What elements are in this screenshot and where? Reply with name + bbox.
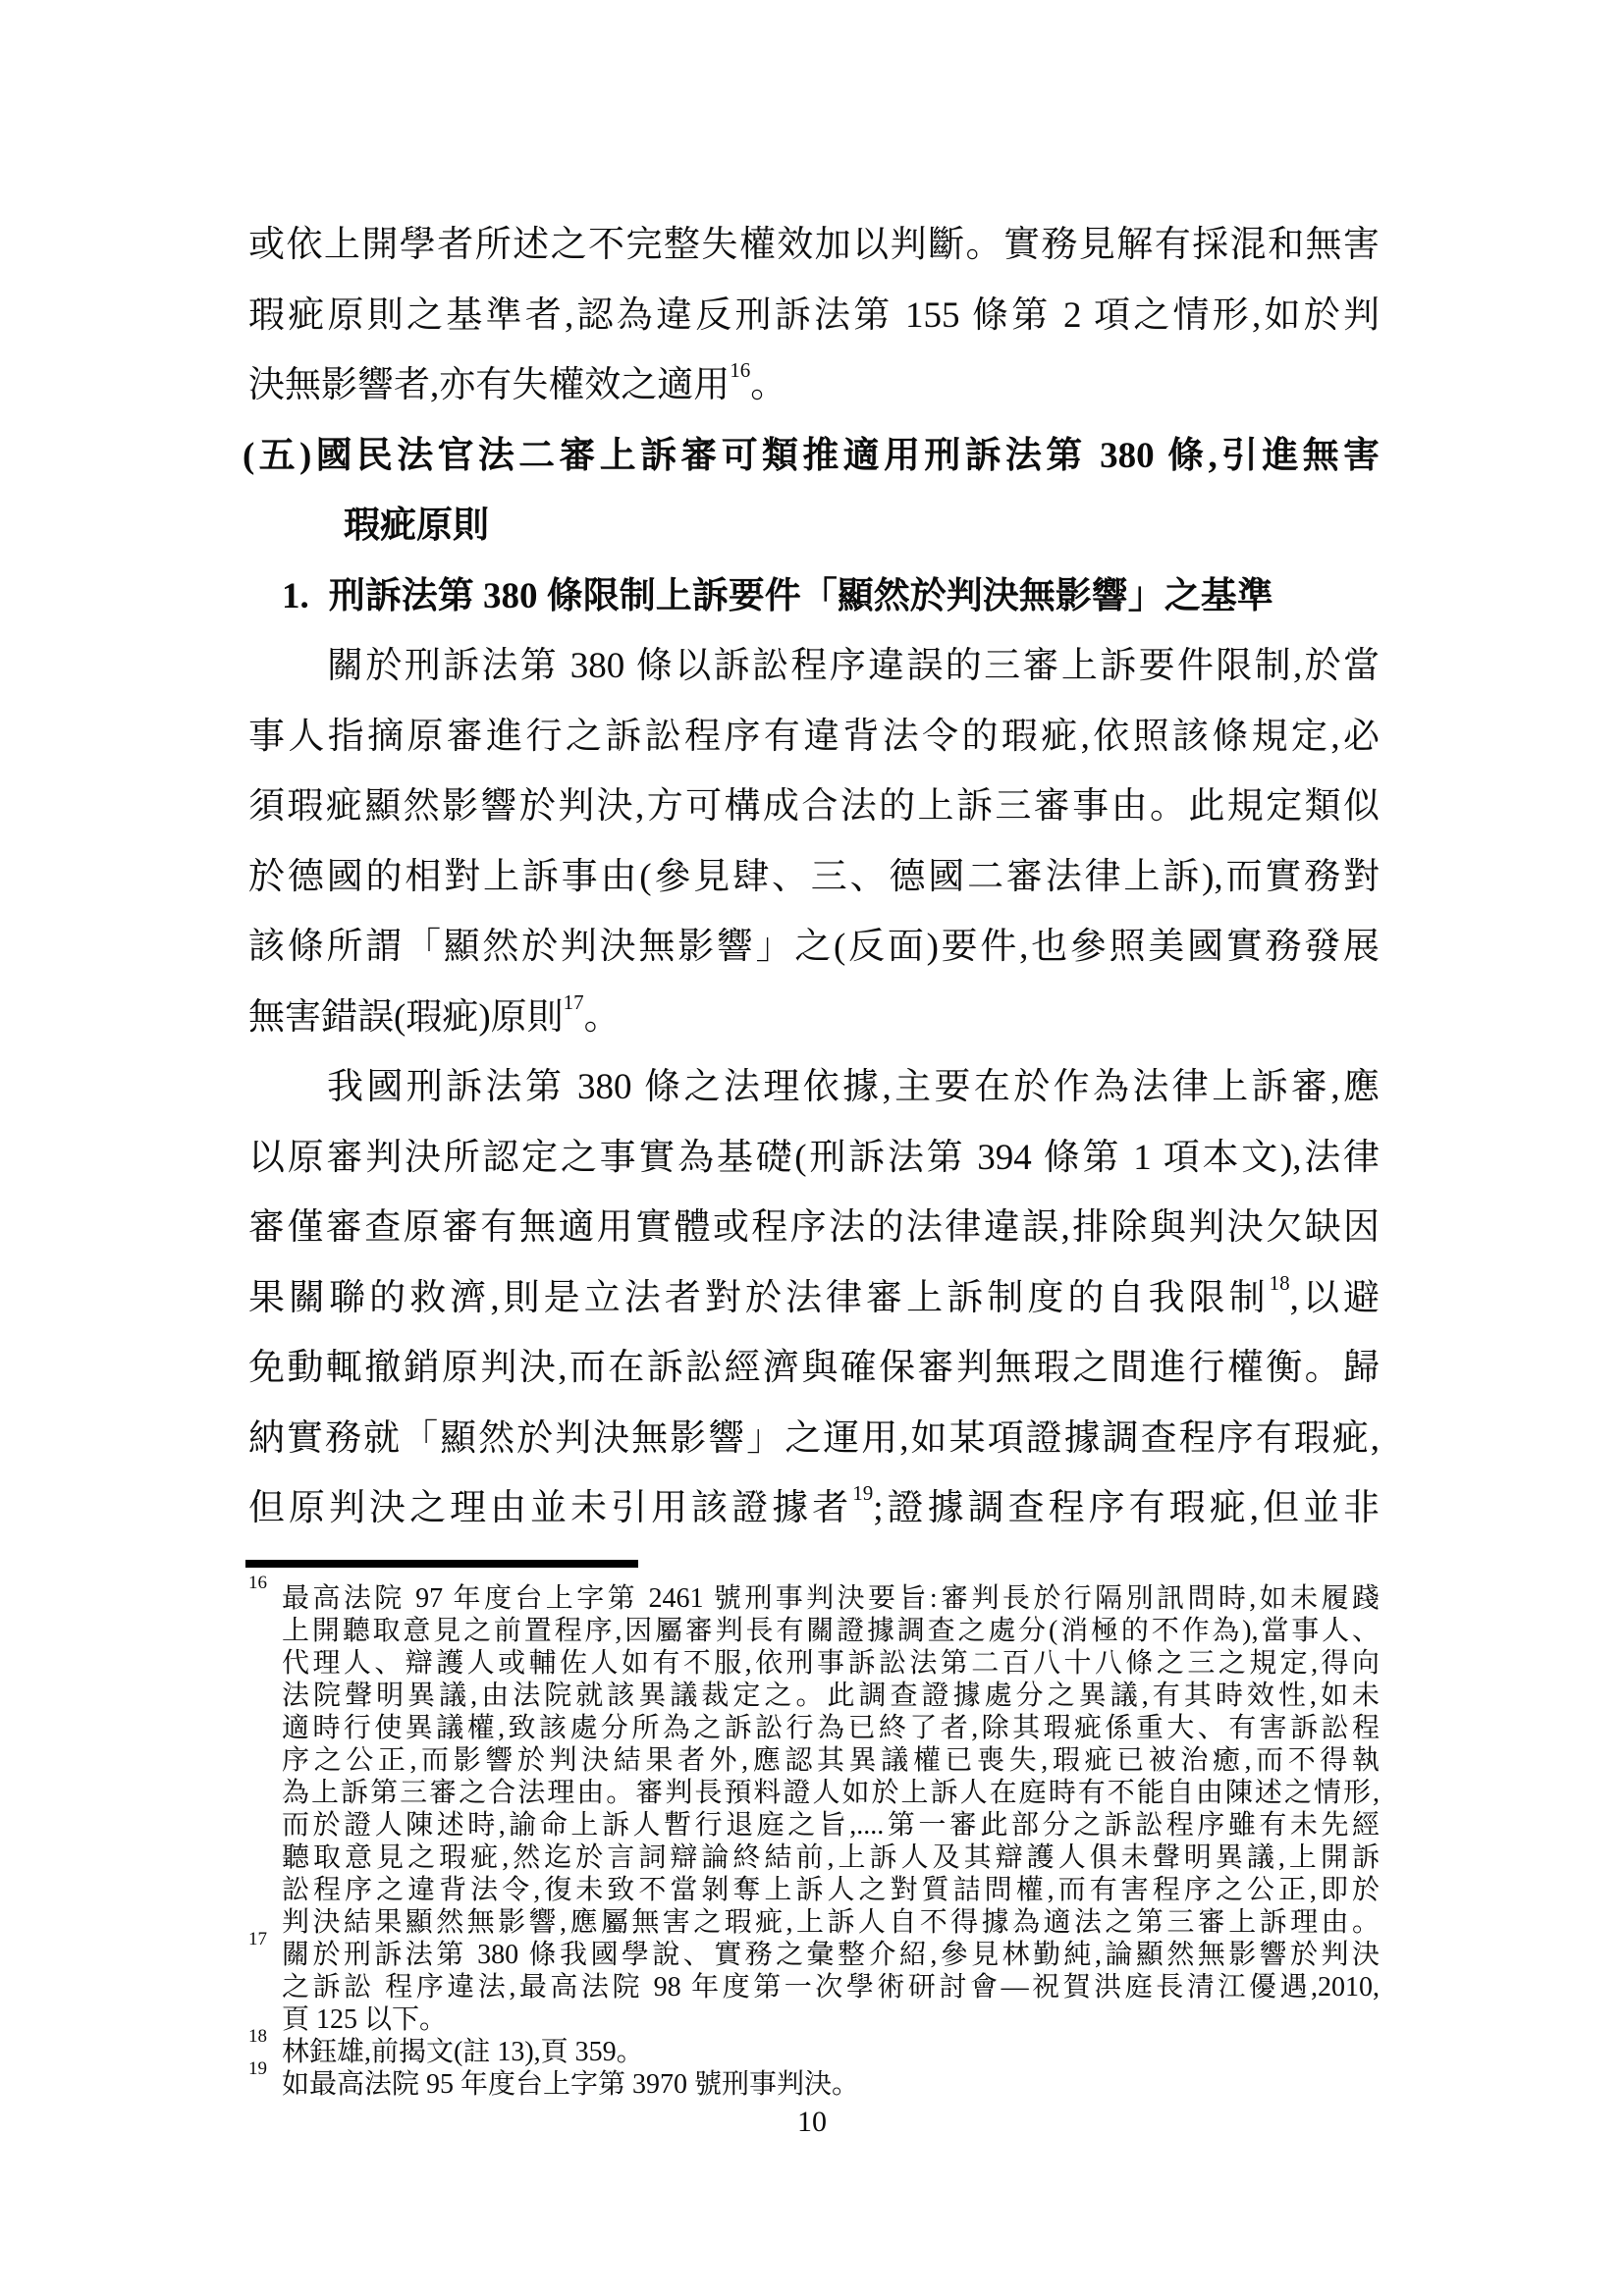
footnote-line (248, 1615, 1380, 1647)
paragraph-line (248, 281, 1380, 351)
line-text: 之訴訟 程序違法,最高法院 98 年度第一次學術研討會—祝賀洪庭長清江優遇,2010, (282, 1972, 1380, 2002)
line-text: 刑訴法第 380 條限制上訴要件「顯然於判決無影響」之基準 (328, 575, 1273, 616)
paragraph-line (248, 631, 1380, 702)
paragraph-line (248, 1193, 1380, 1263)
footnote-line (248, 1842, 1380, 1874)
page-number: 10 (797, 2106, 827, 2138)
line-text: 瑕疵原則 (344, 506, 489, 546)
line-text: 最高法院 97 年度台上字第 2461 號刑事判決要旨:審判長於行隔別訊問時,如未履踐 (282, 1583, 1380, 1614)
paragraph-line (248, 1052, 1380, 1123)
footnote-marker: 17 (248, 1929, 267, 1949)
line-text: 頁 125 以下。 (282, 2004, 448, 2035)
paragraph-line (248, 1263, 1380, 1334)
paragraph-line (248, 912, 1380, 983)
line-text: ;證據調查程序有瑕疵,但並非 (873, 1488, 1380, 1528)
paragraph-line (248, 210, 1380, 281)
footnote-line (248, 1929, 1380, 1971)
line-text: 審僅審查原審有無適用實體或程序法的法律違誤,排除與判決欠缺因 (248, 1207, 1380, 1248)
line-text: 序之公正,而影響於判決結果者外,應認其異議權已喪失,瑕疵已被治癒,而不得執 (282, 1745, 1380, 1776)
line-text: 關於刑訴法第 380 條以訴訟程序違誤的三審上訴要件限制,於當 (327, 646, 1380, 686)
footnote-marker: 18 (248, 2026, 267, 2047)
footnote-separator (245, 1560, 638, 1568)
line-text: 。 (583, 996, 621, 1038)
line-text: 果關聯的救濟,則是立法者對於法律審上訴制度的自我限制 (248, 1277, 1270, 1318)
line-text: 我國刑訴法第 380 條之法理依據,主要在於作為法律上訴審,應 (327, 1067, 1380, 1107)
footnote-ref: 18 (1269, 1270, 1290, 1295)
line-text: 以原審判決所認定之事實為基礎(刑訴法第 394 條第 1 項本文),法律 (248, 1137, 1380, 1178)
line-text: 於德國的相對上訴事由(參見肆、三、德國二審法律上訴),而實務對 (248, 856, 1380, 897)
footnote-line (248, 1680, 1380, 1712)
section-heading-line (243, 421, 1380, 492)
footnote-line (248, 1712, 1380, 1744)
list-number: 1. (282, 575, 309, 616)
line-text: 關於刑訴法第 380 條我國學說、實務之彙整介紹,參見林勤純,論顯然無影響於判決 (282, 1940, 1380, 1970)
paragraph-line (248, 1473, 1380, 1544)
line-text: 納實務就「顯然於判決無影響」之運用,如某項證據調查程序有瑕疵, (248, 1417, 1380, 1459)
line-text: 上開聽取意見之前置程序,因屬審判長有關證據調查之處分(消極的不作為),當事人、 (282, 1616, 1380, 1646)
paragraph-line (248, 1404, 1380, 1474)
line-text: 法院聲明異議,由法院就該異議裁定之。此調查證據處分之異議,有其時效性,如未 (282, 1681, 1380, 1711)
line-text: 。 (750, 365, 787, 405)
line-text: 訟程序之違背法令,復未致不當剝奪上訴人之對質詰問權,而有害程序之公正,即於 (282, 1875, 1380, 1905)
paragraph-line (248, 1333, 1380, 1404)
paragraph-line (248, 1123, 1380, 1194)
subsection-heading-line (248, 561, 1380, 632)
footnote-line (248, 2058, 1380, 2101)
line-text: (五)國民法官法二審上訴審可類推適用刑訴法第 380 條,引進無害 (243, 435, 1380, 476)
line-text: 林鈺雄,前揭文(註 13),頁 359。 (282, 2037, 644, 2067)
paragraph-line (248, 350, 1380, 421)
line-text: 瑕疵原則之基準者,認為違反刑訴法第 155 條第 2 項之情形,如於判 (248, 294, 1380, 336)
footnote-line (248, 1777, 1380, 1809)
footnote-ref: 16 (730, 358, 751, 382)
line-text: 代理人、辯護人或輔佐人如有不服,依刑事訴訟法第二百八十八條之三之規定,得向 (282, 1648, 1380, 1679)
line-text: 適時行使異議權,致該處分所為之訴訟行為已終了者,除其瑕疵係重大、有害訴訟程 (282, 1713, 1380, 1743)
body-text (243, 210, 1380, 1544)
paragraph-line (248, 772, 1380, 842)
footnotes (248, 1573, 1380, 2101)
line-text: 判決結果顯然無影響,應屬無害之瑕疵,上訴人自不得據為適法之第三審上訴理由。 (282, 1907, 1380, 1938)
line-text: 無害錯誤(瑕疵)原則 (248, 996, 564, 1038)
line-text: 而於證人陳述時,諭命上訴人暫行退庭之旨,....第一審此部分之訴訟程序雖有未先經 (282, 1810, 1380, 1841)
footnote-line (248, 2026, 1380, 2068)
footnote-line (248, 1744, 1380, 1777)
footnote-marker: 19 (248, 2058, 267, 2079)
line-text: ,以避 (1289, 1277, 1380, 1318)
footnote-marker: 16 (248, 1573, 267, 1593)
paragraph-line (248, 983, 1380, 1053)
footnote-line (248, 1647, 1380, 1680)
section-heading-line (248, 491, 1380, 561)
line-text: 但原判決之理由並未引用該證據者 (248, 1488, 853, 1528)
footnote-line (248, 1971, 1380, 2003)
paragraph-line (248, 702, 1380, 773)
line-text: 為上訴第三審之合法理由。審判長預料證人如於上訴人在庭時有不能自由陳述之情形, (282, 1778, 1380, 1808)
footnote-line (248, 2003, 1380, 2036)
line-text: 須瑕疵顯然影響於判決,方可構成合法的上訴三審事由。此規定類似 (248, 786, 1380, 827)
paragraph-line (248, 842, 1380, 913)
footnote-ref: 17 (563, 989, 584, 1014)
line-text: 決無影響者,亦有失權效之適用 (248, 365, 731, 405)
footnote-line (248, 1874, 1380, 1906)
line-text: 聽取意見之瑕疵,然迄於言詞辯論終結前,上訴人及其辯護人俱未聲明異議,上開訴 (282, 1842, 1380, 1873)
footnote-line (248, 1809, 1380, 1842)
line-text: 或依上開學者所述之不完整失權效加以判斷。實務見解有採混和無害 (248, 225, 1380, 265)
line-text: 如最高法院 95 年度台上字第 3970 號刑事判決。 (282, 2069, 860, 2100)
line-text: 免動輒撤銷原判決,而在訴訟經濟與確保審判無瑕之間進行權衡。歸 (248, 1348, 1380, 1388)
line-text: 該條所謂「顯然於判決無影響」之(反面)要件,也參照美國實務發展 (248, 927, 1380, 967)
footnote-ref: 19 (852, 1481, 874, 1505)
line-text: 事人指摘原審進行之訴訟程序有違背法令的瑕疵,依照該條規定,必 (248, 716, 1380, 757)
footnote-line (248, 1573, 1380, 1615)
footnote-line (248, 1906, 1380, 1939)
